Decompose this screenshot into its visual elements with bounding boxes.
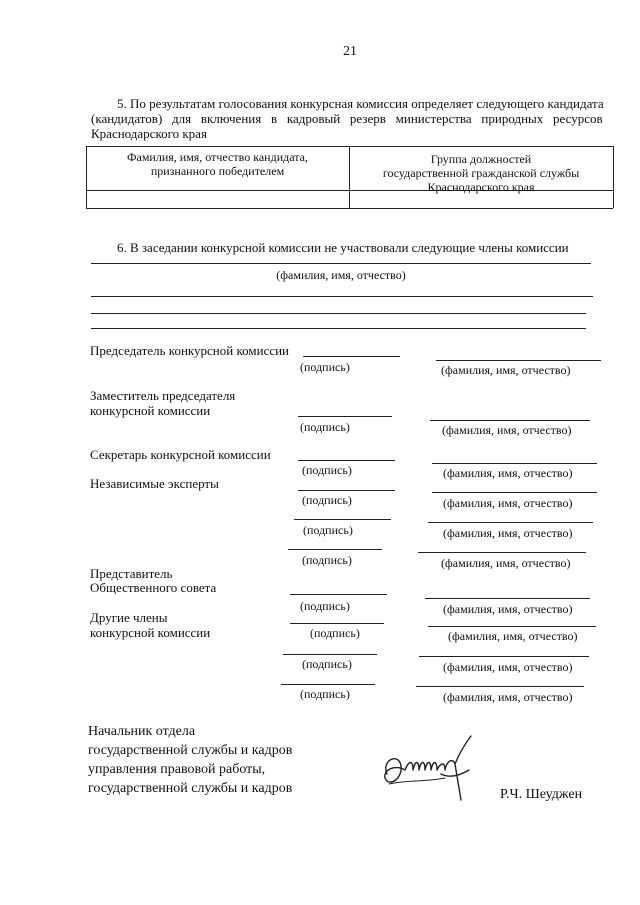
table-header-candidate-line1: Фамилия, имя, отчество кандидата, (127, 150, 308, 164)
full-name-caption: (фамилия, имя, отчество) (441, 363, 571, 377)
role-chairman: Председатель конкурсной комиссии (90, 343, 290, 358)
absent-members-caption: (фамилия, имя, отчество) (276, 268, 406, 282)
table-header-candidate-line2: признанного победителем (150, 164, 285, 178)
table-header-position-group (349, 152, 613, 194)
full-name-caption: (фамилия, имя, отчество) (443, 660, 573, 674)
full-name-caption: (фамилия, имя, отчество) (443, 602, 573, 616)
table-header-group-line3: Краснодарского края (427, 180, 535, 194)
signature-caption: (подпись) (300, 599, 350, 613)
full-name-caption: (фамилия, имя, отчество) (443, 690, 573, 704)
signature-caption: (подпись) (303, 523, 353, 537)
section6-text: 6. В заседании конкурсной комиссии не участвовали следующие члены комиссии (117, 240, 569, 255)
signature-caption: (подпись) (302, 463, 352, 477)
role-others-line2: конкурсной комиссии (90, 625, 211, 640)
absent-members-line-1 (91, 263, 591, 264)
role-deputy-line1: Заместитель председателя (90, 388, 236, 403)
signatory-name: Р.Ч. Шеуджен (500, 787, 583, 802)
signatory-position-line2: государственной службы и кадров (88, 743, 293, 758)
signature-caption: (подпись) (302, 553, 352, 567)
signature-caption: (подпись) (302, 657, 352, 671)
absent-members-line-4 (91, 328, 586, 329)
signatory-position (88, 722, 292, 798)
absent-members-line-3 (91, 313, 586, 314)
signatory-position-line1: Начальник отдела (88, 724, 196, 739)
page-number: 21 (343, 44, 357, 59)
full-name-caption: (фамилия, имя, отчество) (442, 423, 572, 437)
full-name-caption: (фамилия, имя, отчество) (443, 466, 573, 480)
absent-members-line-2 (91, 296, 593, 297)
signature-caption: (подпись) (302, 493, 352, 507)
signature-caption: (подпись) (300, 420, 350, 434)
role-others-line1: Другие члены (90, 610, 168, 625)
signatory-position-line4: государственной службы и кадров (88, 781, 293, 796)
full-name-caption: (фамилия, имя, отчество) (441, 556, 571, 570)
signature-caption: (подпись) (310, 626, 360, 640)
signatory-position-line3: управления правовой работы, (88, 762, 266, 777)
full-name-caption: (фамилия, имя, отчество) (448, 629, 578, 643)
role-public-council-line2: Общественного совета (90, 580, 217, 595)
handwritten-signature (375, 730, 480, 810)
full-name-caption: (фамилия, имя, отчество) (443, 526, 573, 540)
role-experts: Независимые эксперты (90, 476, 219, 491)
signature-caption: (подпись) (300, 360, 350, 374)
section5-line3: Краснодарского края (91, 126, 207, 141)
full-name-caption: (фамилия, имя, отчество) (443, 496, 573, 510)
table-header-group-line2: государственной гражданской службы (382, 166, 580, 180)
section5-line1: 5. По результатам голосования конкурсная комиссия определяет следующего кандидата (117, 96, 604, 111)
role-public-council-line1: Представитель (90, 566, 173, 581)
table-header-candidate (86, 150, 349, 178)
signature-caption: (подпись) (300, 687, 350, 701)
table-header-group-line1: Группа должностей (430, 152, 532, 166)
role-deputy-line2: конкурсной комиссии (90, 403, 211, 418)
role-secretary: Секретарь конкурсной комиссии (90, 447, 271, 462)
section5-line2: (кандидатов) для включения в кадровый резерв министерства природных ресурсов (91, 111, 603, 126)
